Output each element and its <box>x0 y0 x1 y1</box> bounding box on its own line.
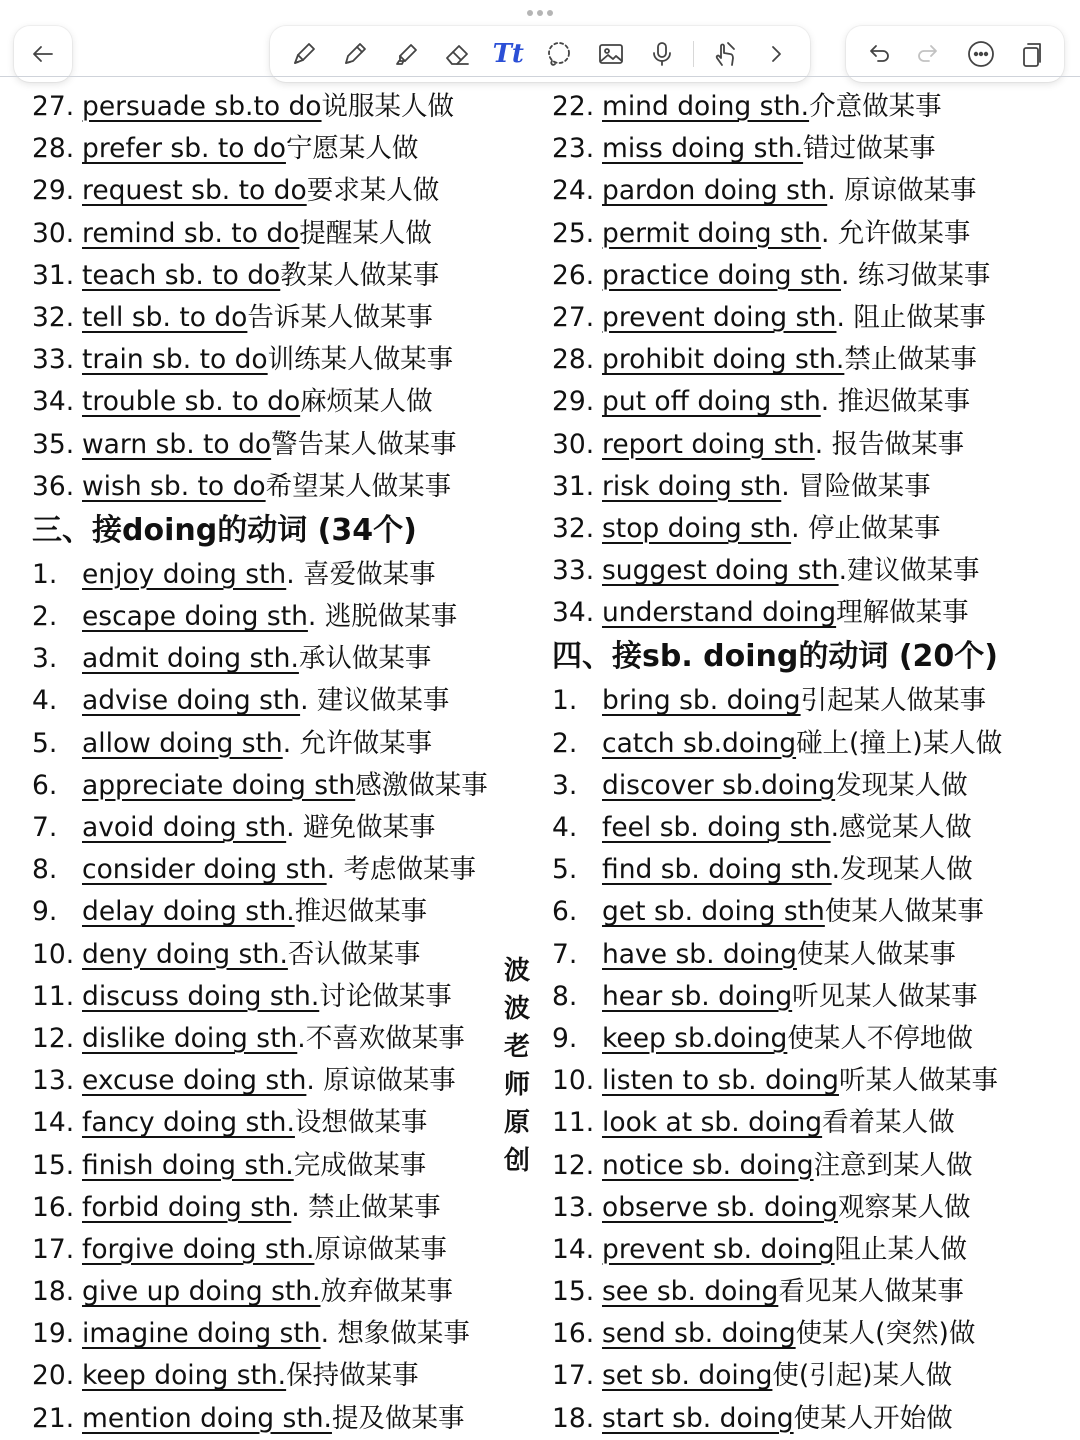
list-doing-verbs-continued <box>552 86 1072 634</box>
list-item: 3. admit doing sth. 承认做某事 <box>32 643 432 675</box>
list-item: 18. start sb. doing 使某人开始做 <box>552 1402 953 1434</box>
undo-icon[interactable] <box>858 34 898 74</box>
list-item: 28. prohibit doing sth. 禁止做某事 <box>552 344 977 376</box>
list-item: 18. give up doing sth. 放弃做某事 <box>32 1276 453 1308</box>
chevron-right-icon[interactable] <box>756 34 796 74</box>
list-item: 8. consider doing sth . 考虑做某事 <box>32 854 476 886</box>
list-item: 10. deny doing sth. 否认做某事 <box>32 938 421 970</box>
list-item: 6. appreciate doing sth 感激做某事 <box>32 769 488 801</box>
text-tool-label: Tt <box>492 39 524 69</box>
list-item: 17. set sb. doing 使(引起)某人做 <box>552 1360 953 1392</box>
list-item: 10. listen to sb. doing 听某人做某事 <box>552 1065 998 1097</box>
section-heading-doing: 三、接doing的动词 (34个) <box>32 512 417 548</box>
list-item: 23. miss doing sth. 错过做某事 <box>552 133 936 165</box>
list-item: 12. notice sb. doing 注意到某人做 <box>552 1149 973 1181</box>
section-heading-sb-doing: 四、接sb. doing的动词 (20个) <box>552 639 998 675</box>
text-icon[interactable] <box>488 34 528 74</box>
list-item: 12. dislike doing sth .不喜欢做某事 <box>32 1022 465 1054</box>
list-item: 31. risk doing sth . 冒险做某事 <box>552 470 931 502</box>
list-item: 9. keep sb.doing 使某人不停地做 <box>552 1022 973 1054</box>
redo-icon[interactable] <box>909 34 949 74</box>
list-item: 16. forbid doing sth . 禁止做某事 <box>32 1191 441 1223</box>
list-item: 24. pardon doing sth . 原谅做某事 <box>552 175 977 207</box>
list-item: 14. prevent sb. doing 阻止某人做 <box>552 1233 968 1265</box>
eraser-icon[interactable] <box>437 34 477 74</box>
list-item: 30. report doing sth . 报告做某事 <box>552 428 965 460</box>
image-icon[interactable] <box>591 34 631 74</box>
list-item: 2. escape doing sth . 逃脱做某事 <box>32 601 458 633</box>
list-item: 36. wish sb. to do 希望某人做某事 <box>32 470 452 502</box>
more-icon[interactable] <box>961 34 1001 74</box>
highlighter-icon[interactable] <box>386 34 426 74</box>
list-item: 25. permit doing sth . 允许做某事 <box>552 217 971 249</box>
pencil-icon[interactable] <box>335 34 375 74</box>
list-item: 7. avoid doing sth . 避免做某事 <box>32 812 436 843</box>
list-item: 27. persuade sb.to do 说服某人做 <box>32 91 455 122</box>
list-item: 11. discuss doing sth. 讨论做某事 <box>32 980 452 1012</box>
microphone-icon[interactable] <box>642 34 682 74</box>
list-item: 19. imagine doing sth . 想象做某事 <box>32 1318 470 1350</box>
list-item: 33. suggest doing sth .建议做某事 <box>552 555 980 587</box>
right-column <box>552 86 1072 1440</box>
list-item: 13. excuse doing sth . 原谅做某事 <box>32 1065 456 1097</box>
list-item: 15. finish doing sth. 完成做某事 <box>32 1149 427 1181</box>
list-item: 27. prevent doing sth . 阻止做某事 <box>552 301 986 333</box>
list-item: 7. have sb. doing 使某人做某事 <box>552 938 956 970</box>
window-grabber[interactable] <box>524 10 556 20</box>
list-item: 8. hear sb. doing 听见某人做某事 <box>552 980 978 1012</box>
list-item: 22. mind doing sth. 介意做某事 <box>552 91 942 122</box>
list-item: 20. keep doing sth. 保持做某事 <box>32 1360 419 1392</box>
list-item: 14. fancy doing sth. 设想做某事 <box>32 1107 428 1139</box>
list-item: 1. bring sb. doing 引起某人做某事 <box>552 685 987 717</box>
toolbar-divider-line <box>0 76 1080 77</box>
left-column <box>32 86 512 1440</box>
list-item: 6. get sb. doing sth 使某人做某事 <box>552 896 984 928</box>
list-item: 32. tell sb. to do 告诉某人做某事 <box>32 301 433 333</box>
list-item: 26. practice doing sth . 练习做某事 <box>552 259 991 291</box>
list-item: 21. mention doing sth. 提及做某事 <box>32 1402 465 1434</box>
list-item: 16. send sb. doing 使某人(突然)做 <box>552 1318 976 1350</box>
back-toolbar <box>14 26 72 82</box>
list-item: 34. understand doing 理解做某事 <box>552 597 969 629</box>
list-item: 35. warn sb. to do 警告某人做某事 <box>32 428 457 460</box>
list-item: 9. delay doing sth. 推迟做某事 <box>32 896 428 928</box>
list-doing-verbs <box>32 554 512 1440</box>
list-item: 33. train sb. to do 训练某人做某事 <box>32 344 454 376</box>
list-sb-doing-verbs <box>552 680 1072 1439</box>
list-item: 5. allow doing sth . 允许做某事 <box>32 727 433 759</box>
pages-icon[interactable] <box>1012 34 1052 74</box>
toolbar-divider <box>693 41 694 67</box>
list-item: 4. advise doing sth . 建议做某事 <box>32 685 450 717</box>
actions-toolbar <box>846 26 1064 82</box>
author-watermark: 波 波 老 师 原 创 <box>503 956 530 1176</box>
list-item: 29. put off doing sth . 推迟做某事 <box>552 386 971 418</box>
back-icon[interactable] <box>23 34 63 74</box>
list-item: 34. trouble sb. to do 麻烦某人做 <box>32 386 433 418</box>
list-item: 17. forgive doing sth. 原谅做某事 <box>32 1233 447 1265</box>
drawing-toolbar <box>270 26 810 82</box>
list-item: 32. stop doing sth . 停止做某事 <box>552 512 941 544</box>
list-item: 30. remind sb. to do 提醒某人做 <box>32 217 432 249</box>
list-item: 11. look at sb. doing 看着某人做 <box>552 1107 955 1139</box>
list-item: 4. feel sb. doing sth .感觉某人做 <box>552 812 972 843</box>
list-item: 3. discover sb.doing 发现某人做 <box>552 769 968 801</box>
list-to-do-continued <box>32 86 512 508</box>
list-item: 31. teach sb. to do 教某人做某事 <box>32 259 440 291</box>
list-item: 5. find sb. doing sth .发现某人做 <box>552 854 973 886</box>
touch-pen-icon[interactable] <box>705 34 745 74</box>
list-item: 28. prefer sb. to do 宁愿某人做 <box>32 133 419 165</box>
list-item: 1. enjoy doing sth . 喜爱做某事 <box>32 558 436 590</box>
lasso-icon[interactable] <box>539 34 579 74</box>
list-item: 15. see sb. doing 看见某人做某事 <box>552 1276 964 1308</box>
list-item: 29. request sb. to do 要求某人做 <box>32 175 440 207</box>
list-item: 13. observe sb. doing 观察某人做 <box>552 1191 971 1223</box>
list-item: 2. catch sb.doing 碰上(撞上)某人做 <box>552 727 1003 759</box>
pen-icon[interactable] <box>284 34 324 74</box>
